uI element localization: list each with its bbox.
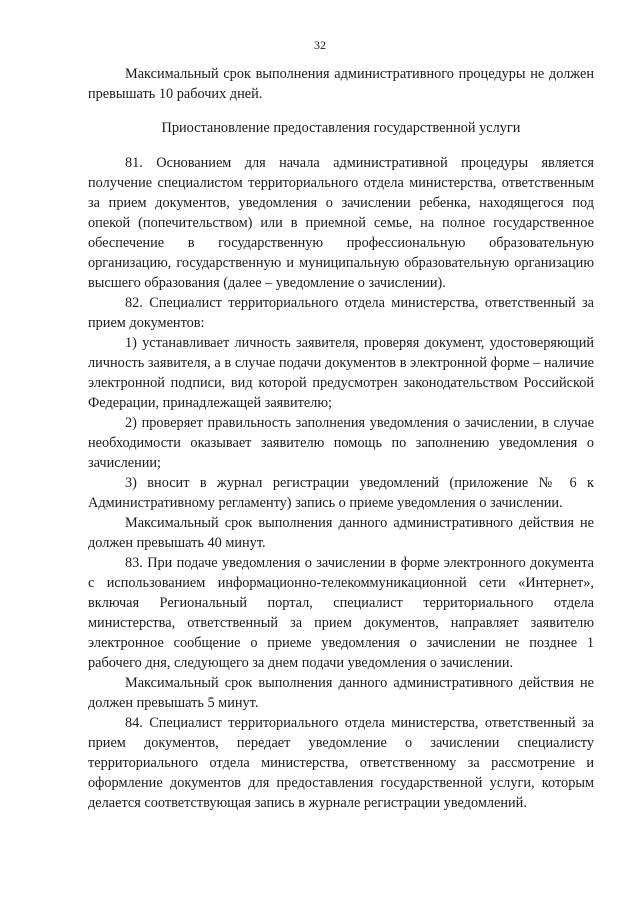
- paragraph-time-limit-2: Максимальный срок выполнения данного административного действия не должен превышать 5 минут.: [88, 675, 594, 711]
- section-heading: Приостановление предоставления государственной услуги: [161, 120, 521, 136]
- paragraph-81: 81. Основанием для начала административной процедуры является получение специалистом территориального отдела министерства, ответственным за прием документов, уведомления о зачислении ребенка, находящегося под опекой (попечительством) или в приемной семье, на полное государственное обеспечение в государственную профессиональную образовательную организацию, государственную и муниципальную образовательную организацию высшего образования (далее – уведомление о зачислении).: [88, 155, 594, 291]
- paragraph-time-limit-1: Максимальный срок выполнения данного административного действия не должен превышать 40 минут.: [88, 515, 594, 551]
- paragraph: Максимальный срок выполнения административного процедуры не должен превышать 10 рабочих дней.: [88, 66, 594, 102]
- document-body: [88, 64, 594, 813]
- list-item-2: 2) проверяет правильность заполнения уведомления о зачислении, в случае необходимости оказывает заявителю помощь по заполнению уведомления о зачислении;: [88, 415, 594, 471]
- paragraph-83: 83. При подаче уведомления о зачислении в форме электронного документа с использованием информационно-телекоммуникационной сети «Интернет», включая Региональный портал, специалист территориального отдела министерства, ответственный за прием документов, направляет заявителю электронное сообщение о приеме уведомления о зачислении не позднее 1 рабочего дня, следующего за днем подачи уведомления о зачислении.: [88, 555, 594, 671]
- list-item-3: 3) вносит в журнал регистрации уведомлений (приложение № 6 к Административному регламенту) запись о приеме уведомления о зачислении.: [88, 475, 594, 511]
- list-item-1: 1) устанавливает личность заявителя, проверяя документ, удостоверяющий личность заявителя, а в случае подачи документов в электронной форме – наличие электронной подписи, вид которой предусмотрен законодательством Российской Федерации, принадлежащей заявителю;: [88, 335, 594, 411]
- page-number: 32: [314, 38, 326, 52]
- paragraph-84: 84. Специалист территориального отдела министерства, ответственный за прием документов, передает уведомление о зачислении специалисту территориального отдела министерства, ответственному за рассмотрение и оформление документов для предоставления государственной услуги, которым делается соответствующая запись в журнале регистрации уведомлений.: [88, 715, 594, 811]
- paragraph-82: 82. Специалист территориального отдела министерства, ответственный за прием документов:: [88, 295, 594, 331]
